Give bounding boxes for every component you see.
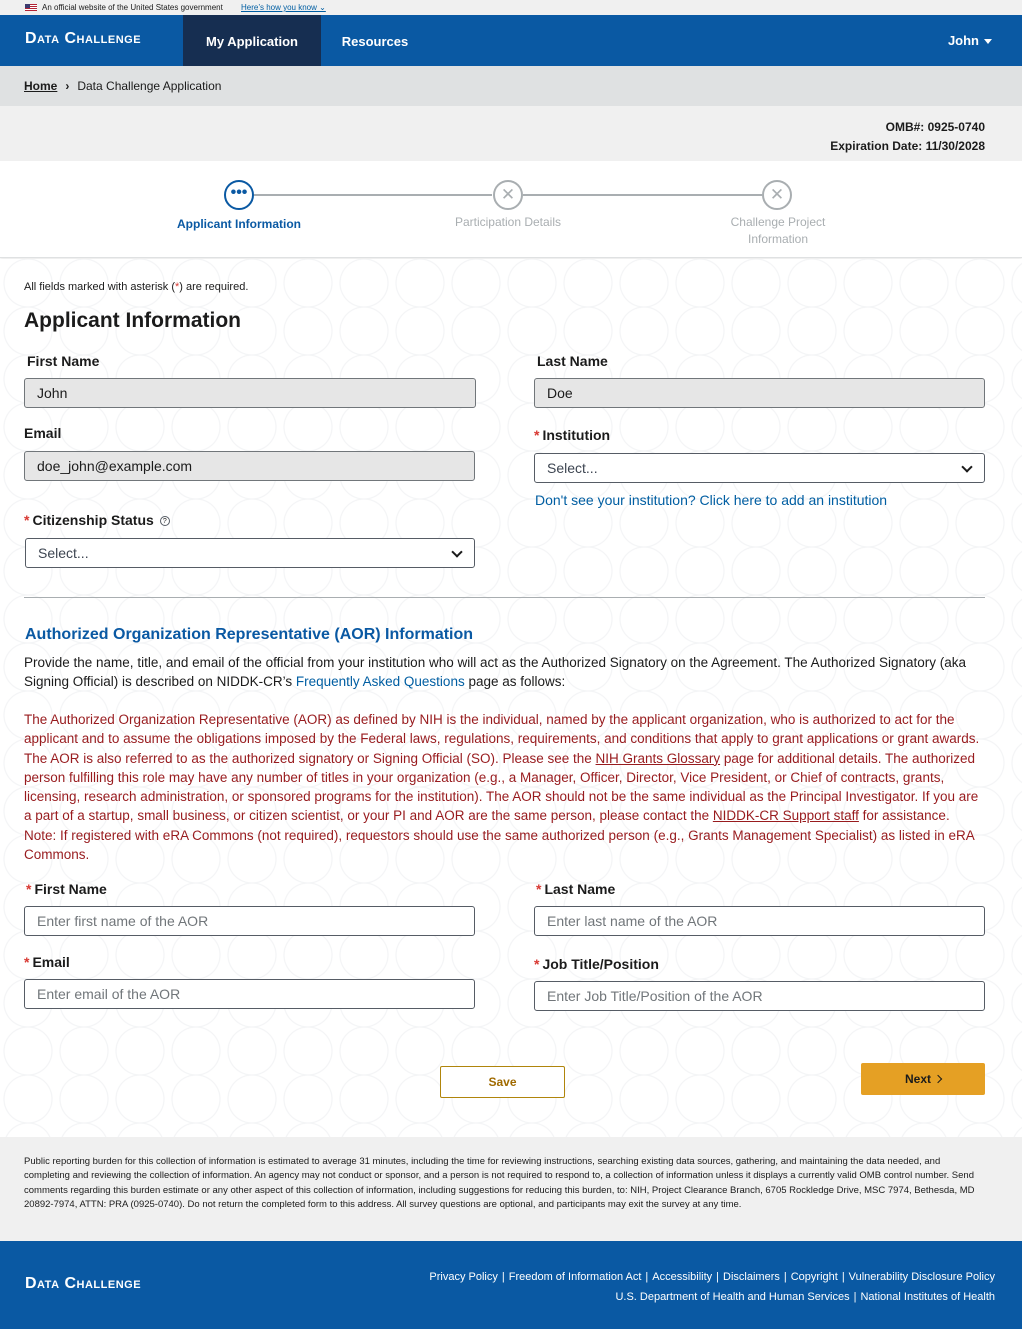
aor-job-title-input[interactable]: Enter Job Title/Position of the AOR (534, 981, 985, 1011)
caret-down-icon (984, 39, 992, 44)
aor-first-name-label: * First Name (26, 881, 107, 897)
first-name-label: First Name (27, 353, 100, 369)
omb-bar (0, 106, 1022, 161)
step-in-progress-icon: ••• (224, 180, 254, 210)
gov-banner (0, 0, 1022, 15)
footer-link-accessibility[interactable]: Accessibility (652, 1271, 713, 1283)
footer-links-row: U.S. Department of Health and Human Services | National Institutes of Health (615, 1290, 995, 1303)
footer-link-copyright[interactable]: Copyright (790, 1271, 838, 1283)
aor-job-title-label: * Job Title/Position (534, 956, 659, 972)
omb-number: OMB#: 0925-0740 (885, 120, 985, 134)
heres-how-you-know-link[interactable]: Here’s how you know ⌄ (241, 3, 326, 12)
institution-select[interactable]: Select... (534, 453, 985, 483)
aor-email-input[interactable]: Enter email of the AOR (24, 979, 475, 1009)
nav-my-application[interactable]: My Application (183, 15, 321, 66)
step-label-participation-details: Participation Details (454, 215, 562, 229)
required-fields-note: All fields marked with asterisk (*) are required. (24, 281, 249, 293)
page-title: Applicant Information (24, 309, 241, 332)
footer-link-foia[interactable]: Freedom of Information Act (508, 1271, 642, 1283)
step-label-applicant-information[interactable]: Applicant Information (177, 217, 301, 231)
breadcrumb-home-link[interactable]: Home (24, 79, 58, 93)
footer-link-vulnerability[interactable]: Vulnerability Disclosure Policy (848, 1271, 995, 1283)
help-icon[interactable]: ? (160, 516, 170, 526)
aor-intro-text: Provide the name, title, and email of the official from your institution who will act as the Authorized Signatory on the Agreement. The Authorized Signatory (aka Signing Official) is described on NIDDK-CR’s Frequently Asked Questions page as follows: (24, 655, 967, 689)
site-header (0, 15, 1022, 66)
chevron-right-icon (934, 1075, 942, 1083)
citizenship-status-label: * Citizenship Status ? (24, 512, 170, 528)
niddk-cr-support-link[interactable]: NIDDK-CR Support staff (712, 808, 859, 824)
site-footer (0, 1241, 1022, 1329)
add-institution-link[interactable]: Don't see your institution? Click here to add an institution (535, 492, 888, 508)
footer-logo[interactable]: Data Challenge (25, 1275, 142, 1292)
burden-statement: Public reporting burden for this collection of information is estimated to average 31 minutes, including the time for reviewing instructions, searching existing data sources, gathering, and maintaining the data needed, and completing and reviewing the collection of information. An agency may not conduct or sponsor, and a person is not required to respond to, a collection of information unless it displays a currently valid OMB control number. Send comments regarding this burden estimate or any other aspect of this collection of information, including suggestions for reducing this burden, to: NIH, Project Clearance Branch, 6705 Rockledge Drive, MSC 7974, Bethesda, MD 20892-7974, ATTN: PRA (0925-0740). Do not return the completed form to this address. All survey questions are optional, and participants may exit the survey at any time. (0, 1137, 1022, 1241)
gov-banner-text: An official website of the United States government (42, 3, 223, 12)
breadcrumb (0, 66, 1022, 106)
omb-info (830, 118, 985, 156)
step-incomplete-icon: ✕ (493, 180, 523, 210)
last-name-label: Last Name (537, 353, 608, 369)
us-flag-icon (25, 4, 37, 11)
footer-links-row: Privacy Policy | Freedom of Information Act | Accessibility | Disclaimers | Copyright | Vulnerability Disclosure Policy (429, 1271, 995, 1283)
progress-stepper (0, 161, 1022, 258)
section-divider (24, 597, 985, 598)
chevron-down-icon (961, 461, 972, 472)
aor-last-name-label: * Last Name (536, 881, 616, 897)
step-incomplete-icon: ✕ (762, 180, 792, 210)
step-connector (254, 194, 492, 196)
aor-definition-text: The Authorized Organization Representative (AOR) as defined by NIH is the individual, named by the applicant organization, who is authorized to act for the applicant and to assume the obligations imposed by the Federal laws, regulations, requirements, and conditions that apply to grant applications or grant awards. The AOR is also referred to as the authorized signatory or Signing Official (SO). Please see the NIH Grants Glossary page for additional details. The authorized person fulfilling this role may have any number of titles in your organization (e.g., a Manager, Officer, Director, Vice President, or Chief of contracts, grants, licensing, research administration, or sponsored programs for the institution). The AOR should not be the same individual as the Principal Investigator. If you are a part of a startup, small business, or citizen scientist, or your PI and AOR are the same person, please contact the NIDDK-CR Support staff for assistance. Note: If registered with eRA Commons (not required), requestors should use the same authorized person (e.g., Grants Management Specialist) as listed in eRA Commons. (24, 712, 980, 863)
last-name-field[interactable]: Doe (534, 378, 985, 408)
footer-link-nih[interactable]: National Institutes of Health (860, 1290, 995, 1303)
user-name: John (947, 33, 979, 48)
aor-first-name-input[interactable]: Enter first name of the AOR (24, 906, 475, 936)
aor-last-name-input[interactable]: Enter last name of the AOR (534, 906, 985, 936)
institution-label: * Institution (534, 427, 611, 443)
footer-links (429, 1268, 995, 1307)
step-connector (523, 194, 762, 196)
site-logo[interactable]: Data Challenge (25, 30, 142, 47)
chevron-right-icon: › (65, 79, 70, 93)
email-field[interactable]: doe_john@example.com (24, 451, 475, 481)
first-name-field[interactable]: John (24, 378, 476, 408)
breadcrumb-current: Data Challenge Application (77, 79, 222, 93)
next-button[interactable]: Next (861, 1063, 985, 1095)
nav-resources[interactable]: Resources (341, 34, 409, 49)
footer-link-disclaimers[interactable]: Disclaimers (723, 1271, 780, 1283)
user-menu[interactable] (948, 33, 992, 48)
save-button[interactable]: Save (440, 1066, 565, 1098)
nih-grants-glossary-link[interactable]: NIH Grants Glossary (595, 750, 721, 766)
step-label-challenge-project-information: Challenge Project Information (730, 215, 826, 246)
footer-link-privacy[interactable]: Privacy Policy (429, 1271, 498, 1283)
footer-link-hhs[interactable]: U.S. Department of Health and Human Services (615, 1290, 850, 1303)
faq-link[interactable]: Frequently Asked Questions (295, 674, 465, 689)
chevron-down-icon (451, 546, 462, 557)
email-label: Email (24, 425, 62, 441)
omb-expiration: Expiration Date: 11/30/2028 (830, 139, 985, 153)
citizenship-status-select[interactable]: Select... (25, 538, 475, 568)
aor-section-title: Authorized Organization Representative (AOR) Information (25, 626, 474, 643)
main-content (0, 259, 1022, 1137)
aor-email-label: * Email (24, 954, 70, 970)
